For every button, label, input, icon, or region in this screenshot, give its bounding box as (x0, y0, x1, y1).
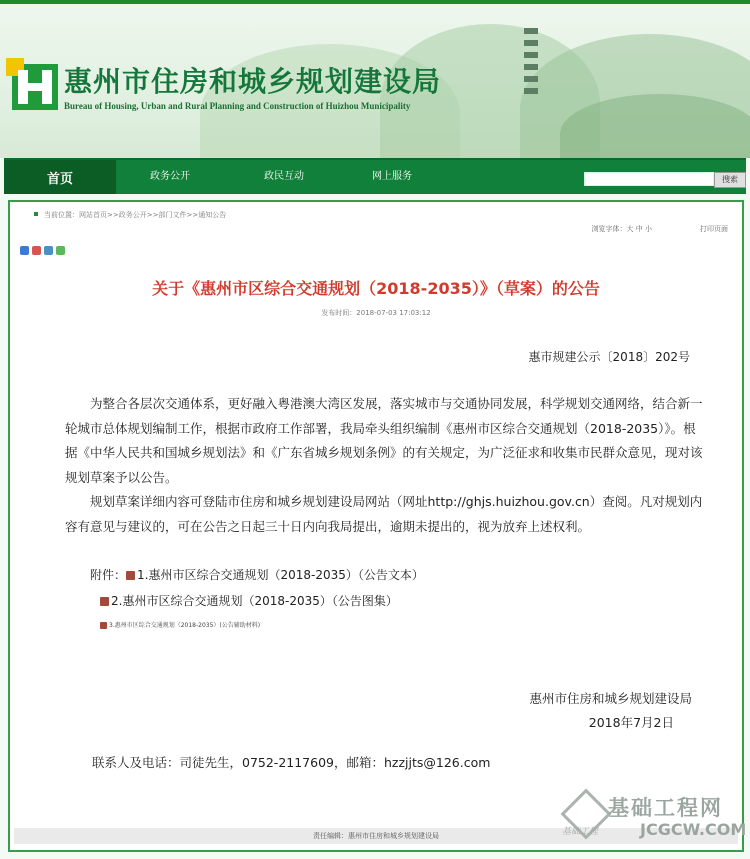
share-weibo-icon[interactable] (32, 246, 41, 255)
main-nav (4, 158, 746, 194)
document-number: 惠市规建公示〔2018〕202号 (528, 350, 690, 364)
file-icon (126, 571, 135, 580)
attachment-row (100, 592, 398, 609)
signature: 惠州市住房和城乡规划建设局 (529, 691, 692, 706)
article-panel (8, 200, 747, 852)
nav-home[interactable]: 首页 (4, 160, 116, 194)
nav-online-services[interactable]: 网上服务 (372, 171, 412, 182)
watermark-text: JCGCW.COM (640, 820, 747, 839)
watermark-text: 基础工程网 (608, 796, 723, 820)
bureau-logo[interactable] (12, 64, 58, 110)
font-size-switch[interactable]: 浏览字体：大 中 小 (591, 225, 652, 233)
site-subtitle: Bureau of Housing, Urban and Rural Planning and Construction of Huizhou Municipality (64, 101, 411, 111)
attachments-label: 附件： (90, 568, 127, 582)
print-link[interactable]: 打印页面 (700, 225, 728, 233)
attachment-row (100, 620, 260, 629)
share-wechat-icon[interactable] (56, 246, 65, 255)
share-bar (20, 246, 65, 255)
editor-footer: 责任编辑：惠州市住房和城乡规划建设局 (14, 828, 738, 844)
nav-public-interaction[interactable]: 政民互动 (264, 171, 304, 182)
article-paragraph: 为整合各层次交通体系，更好融入粤港澳大湾区发展，落实城市与交通协同发展，科学规划交通网络，结合新一轮城市总体规划编制工作，根据市政府工作部署，我局牵头组织编制《惠州市区综合交通规划（2018-2035）》。根据《中华人民共和国城乡规划法》和《广东省城乡规划条例》的有关规定，为广泛征求和收集市民群众意见，现对该规划草案予以公告。 (65, 396, 703, 485)
file-icon (100, 622, 107, 629)
share-tencent-icon[interactable] (44, 246, 53, 255)
nav-government-affairs[interactable]: 政务公开 (150, 171, 190, 182)
breadcrumb[interactable]: 当前位置：网站首页>>政务公开>>部门文件>>通知公告 (44, 211, 227, 219)
watermark (560, 792, 750, 852)
share-qzone-icon[interactable] (20, 246, 29, 255)
search-input[interactable] (584, 172, 714, 186)
file-icon (100, 597, 109, 606)
site-title: 惠州市住房和城乡规划建设局 (64, 65, 442, 98)
attachment-link[interactable]: 3.惠州市区综合交通规划（2018-2035）(公告辅助材料) (109, 622, 261, 629)
attachment-link[interactable]: 2.惠州市区综合交通规划（2018-2035）（公告图集） (111, 594, 398, 608)
publish-time: 发布时间：2018-07-03 17:03:12 (321, 309, 431, 317)
attachment-row (90, 566, 424, 583)
contact-info: 联系人及电话：司徒先生，0752-2117609，邮箱：hzzjjts@126.com (92, 755, 491, 770)
article-body (65, 392, 705, 539)
site-banner (0, 0, 750, 158)
location-icon (34, 212, 38, 216)
watermark-text: 基础工程 (562, 827, 599, 837)
article-paragraph: 规划草案详细内容可登陆市住房和城乡规划建设局网站（网址http://ghjs.huizhou.gov.cn）查阅。凡对规划内容有意见与建议的，可在公告之日起三十日内向我局提出，逾期未提出的，视为放弃上述权利。 (65, 494, 703, 534)
pagoda-icon (524, 28, 538, 98)
signature-date: 2018年7月2日 (588, 715, 674, 730)
article-title: 关于《惠州市区综合交通规划（2018-2035）》（草案）的公告 (152, 279, 600, 298)
search-button[interactable]: 搜索 (714, 172, 746, 188)
attachment-link[interactable]: 1.惠州市区综合交通规划（2018-2035）（公告文本） (137, 568, 424, 582)
